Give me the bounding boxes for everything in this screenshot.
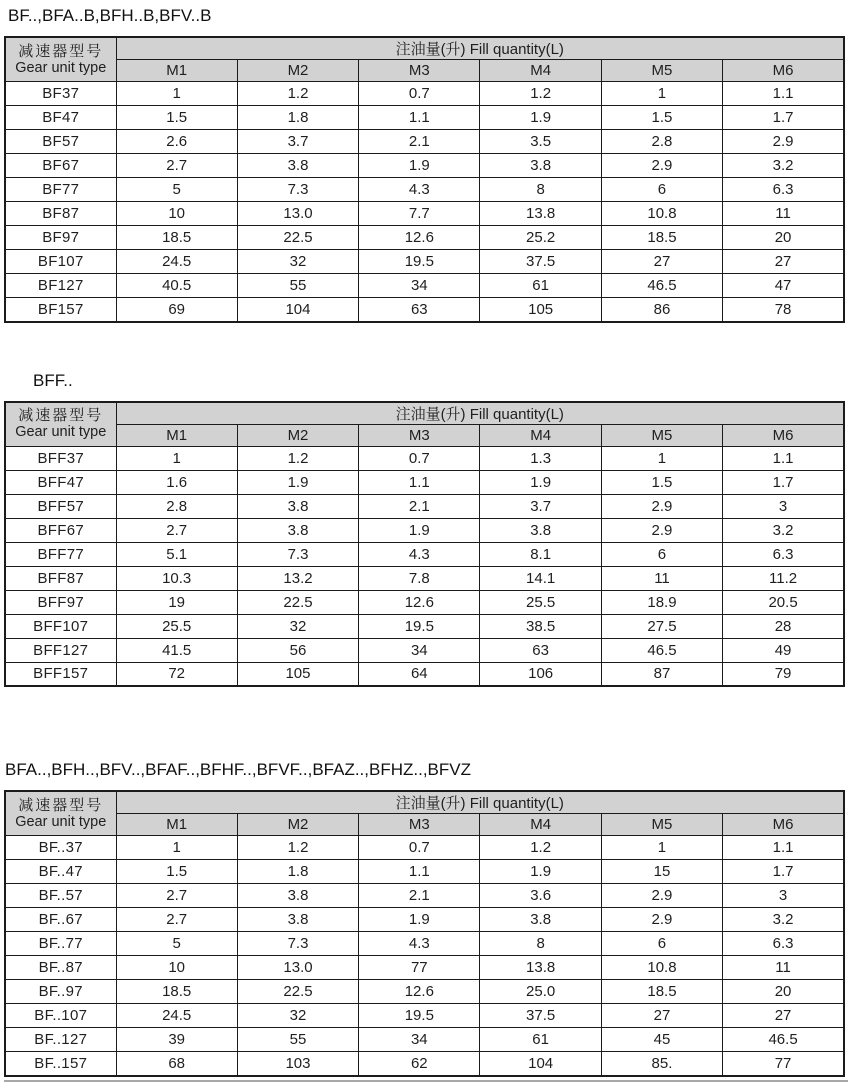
fill-quantity-value-cell: 79 — [723, 662, 844, 686]
fill-quantity-value-cell: 18.9 — [601, 590, 722, 614]
table-row — [5, 638, 844, 662]
table-row — [5, 154, 844, 178]
fill-quantity-value-cell: 1.1 — [723, 836, 844, 860]
fill-quantity-value-cell: 19 — [116, 590, 237, 614]
fill-quantity-value-cell: 7.7 — [359, 202, 480, 226]
fill-quantity-value-cell: 61 — [480, 1028, 601, 1052]
fill-quantity-value-cell: 62 — [359, 1052, 480, 1076]
fill-quantity-value-cell: 46.5 — [601, 274, 722, 298]
fill-quantity-value-cell: 4.3 — [359, 932, 480, 956]
fill-quantity-value-cell: 46.5 — [723, 1028, 844, 1052]
fill-quantity-value-cell: 77 — [723, 1052, 844, 1076]
fill-quantity-value-cell: 2.9 — [601, 518, 722, 542]
fill-quantity-value-cell: 46.5 — [601, 638, 722, 662]
table-row — [5, 836, 844, 860]
fill-quantity-value-cell: 39 — [116, 1028, 237, 1052]
fill-quantity-value-cell: 4.3 — [359, 542, 480, 566]
fill-quantity-value-cell: 37.5 — [480, 250, 601, 274]
fill-quantity-value-cell: 1.9 — [359, 908, 480, 932]
fill-quantity-value-cell: 0.7 — [359, 446, 480, 470]
fill-quantity-value-cell: 18.5 — [601, 980, 722, 1004]
fill-quantity-value-cell: 8 — [480, 932, 601, 956]
gear-unit-type-header-cn: 减速器型号 — [18, 796, 104, 814]
fill-quantity-value-cell: 8 — [480, 178, 601, 202]
gear-unit-model-cell: BF97 — [5, 226, 116, 250]
fill-quantity-value-cell: 3.7 — [480, 494, 601, 518]
gear-unit-model-cell: BFF57 — [5, 494, 116, 518]
column-header-m6: M6 — [723, 814, 844, 836]
fill-quantity-value-cell: 2.8 — [601, 130, 722, 154]
table-3-header — [5, 791, 844, 836]
table-row — [5, 226, 844, 250]
column-header-m2: M2 — [237, 60, 358, 82]
fill-quantity-value-cell: 72 — [116, 662, 237, 686]
fill-quantity-value-cell: 24.5 — [116, 250, 237, 274]
fill-quantity-value-cell: 6 — [601, 178, 722, 202]
column-header-m4: M4 — [480, 60, 601, 82]
fill-quantity-value-cell: 5 — [116, 932, 237, 956]
gear-unit-model-cell: BF87 — [5, 202, 116, 226]
gear-unit-model-cell: BF127 — [5, 274, 116, 298]
fill-quantity-value-cell: 3.8 — [237, 494, 358, 518]
fill-quantity-value-cell: 1.6 — [116, 470, 237, 494]
fill-quantity-value-cell: 34 — [359, 638, 480, 662]
table-row — [5, 956, 844, 980]
fill-quantity-value-cell: 61 — [480, 274, 601, 298]
fill-quantity-value-cell: 34 — [359, 274, 480, 298]
table-row — [5, 932, 844, 956]
table-row — [5, 566, 844, 590]
gear-unit-model-cell: BFF37 — [5, 446, 116, 470]
fill-quantity-value-cell: 3.2 — [723, 908, 844, 932]
fill-quantity-table-1 — [4, 36, 845, 323]
fill-quantity-value-cell: 77 — [359, 956, 480, 980]
gear-unit-model-cell: BF47 — [5, 106, 116, 130]
fill-quantity-value-cell: 6 — [601, 932, 722, 956]
fill-quantity-value-cell: 7.3 — [237, 932, 358, 956]
fill-quantity-value-cell: 63 — [359, 298, 480, 322]
gear-unit-model-cell: BFF67 — [5, 518, 116, 542]
fill-quantity-value-cell: 87 — [601, 662, 722, 686]
table-row — [5, 470, 844, 494]
fill-quantity-value-cell: 105 — [237, 662, 358, 686]
fill-quantity-value-cell: 1 — [601, 446, 722, 470]
gear-unit-model-cell: BFF87 — [5, 566, 116, 590]
fill-quantity-value-cell: 1.2 — [237, 836, 358, 860]
fill-quantity-value-cell: 0.7 — [359, 836, 480, 860]
table-row — [5, 250, 844, 274]
fill-quantity-value-cell: 41.5 — [116, 638, 237, 662]
fill-quantity-value-cell: 25.0 — [480, 980, 601, 1004]
table-row — [5, 1028, 844, 1052]
fill-quantity-value-cell: 13.0 — [237, 956, 358, 980]
fill-quantity-value-cell: 1 — [116, 836, 237, 860]
column-header-m6: M6 — [723, 424, 844, 446]
table-1-title: BF..,BFA..B,BFH..B,BFV..B — [8, 6, 212, 25]
column-header-m5: M5 — [601, 60, 722, 82]
fill-quantity-table-2 — [4, 401, 845, 688]
column-header-m3: M3 — [359, 60, 480, 82]
fill-quantity-value-cell: 47 — [723, 274, 844, 298]
table-2-title: BFF.. — [33, 370, 73, 390]
fill-quantity-value-cell: 3.8 — [480, 908, 601, 932]
gear-unit-model-cell: BF..157 — [5, 1052, 116, 1076]
fill-quantity-value-cell: 13.0 — [237, 202, 358, 226]
fill-quantity-value-cell: 13.8 — [480, 202, 601, 226]
fill-quantity-value-cell: 2.9 — [601, 494, 722, 518]
table-row — [5, 274, 844, 298]
fill-quantity-value-cell: 7.8 — [359, 566, 480, 590]
fill-quantity-value-cell: 12.6 — [359, 980, 480, 1004]
table-row — [5, 908, 844, 932]
fill-quantity-value-cell: 3.5 — [480, 130, 601, 154]
table-row — [5, 82, 844, 106]
fill-quantity-value-cell: 56 — [237, 638, 358, 662]
gear-unit-model-cell: BF..97 — [5, 980, 116, 1004]
fill-quantity-value-cell: 3.8 — [237, 518, 358, 542]
fill-quantity-value-cell: 3.7 — [237, 130, 358, 154]
gear-unit-model-cell: BF..127 — [5, 1028, 116, 1052]
column-header-m3: M3 — [359, 424, 480, 446]
fill-quantity-value-cell: 2.7 — [116, 154, 237, 178]
fill-quantity-value-cell: 7.3 — [237, 178, 358, 202]
column-header-m2: M2 — [237, 814, 358, 836]
table-row — [5, 884, 844, 908]
fill-quantity-value-cell: 2.7 — [116, 884, 237, 908]
fill-quantity-value-cell: 1.5 — [601, 470, 722, 494]
fill-quantity-value-cell: 10.8 — [601, 956, 722, 980]
column-header-m3: M3 — [359, 814, 480, 836]
fill-quantity-value-cell: 22.5 — [237, 226, 358, 250]
fill-quantity-value-cell: 38.5 — [480, 614, 601, 638]
fill-quantity-value-cell: 12.6 — [359, 590, 480, 614]
gear-unit-model-cell: BF37 — [5, 82, 116, 106]
fill-quantity-value-cell: 2.7 — [116, 908, 237, 932]
fill-quantity-value-cell: 1.7 — [723, 860, 844, 884]
table-row — [5, 446, 844, 470]
fill-quantity-value-cell: 104 — [480, 1052, 601, 1076]
fill-quantity-value-cell: 6.3 — [723, 542, 844, 566]
fill-quantity-value-cell: 45 — [601, 1028, 722, 1052]
fill-quantity-value-cell: 68 — [116, 1052, 237, 1076]
fill-quantity-value-cell: 19.5 — [359, 250, 480, 274]
fill-quantity-value-cell: 3.8 — [237, 154, 358, 178]
fill-quantity-value-cell: 2.9 — [601, 154, 722, 178]
table-row — [5, 980, 844, 1004]
gear-unit-type-header-cn: 减速器型号 — [18, 407, 104, 424]
fill-quantity-value-cell: 19.5 — [359, 614, 480, 638]
fill-quantity-value-cell: 64 — [359, 662, 480, 686]
gear-unit-model-cell: BF..47 — [5, 860, 116, 884]
fill-quantity-value-cell: 32 — [237, 614, 358, 638]
fill-quantity-value-cell: 11 — [723, 202, 844, 226]
column-header-m4: M4 — [480, 814, 601, 836]
fill-quantity-value-cell: 106 — [480, 662, 601, 686]
fill-quantity-value-cell: 1 — [601, 82, 722, 106]
fill-quantity-value-cell: 1 — [601, 836, 722, 860]
fill-quantity-value-cell: 14.1 — [480, 566, 601, 590]
fill-quantity-value-cell: 10 — [116, 956, 237, 980]
table-row — [5, 860, 844, 884]
fill-quantity-value-cell: 6.3 — [723, 178, 844, 202]
fill-quantity-value-cell: 3.8 — [480, 154, 601, 178]
fill-quantity-value-cell: 10.3 — [116, 566, 237, 590]
fill-quantity-value-cell: 20.5 — [723, 590, 844, 614]
column-header-m6: M6 — [723, 60, 844, 82]
fill-quantity-value-cell: 13.8 — [480, 956, 601, 980]
gear-unit-model-cell: BFF77 — [5, 542, 116, 566]
column-header-m5: M5 — [601, 814, 722, 836]
fill-quantity-header: 注油量(升) Fill quantity(L) — [116, 37, 844, 60]
fill-quantity-value-cell: 2.9 — [723, 130, 844, 154]
fill-quantity-value-cell: 3.8 — [237, 884, 358, 908]
page-bottom-edge-line — [4, 1080, 848, 1082]
fill-quantity-value-cell: 6 — [601, 542, 722, 566]
gear-unit-model-cell: BF..37 — [5, 836, 116, 860]
column-header-m1: M1 — [116, 424, 237, 446]
fill-quantity-value-cell: 5 — [116, 178, 237, 202]
table-row — [5, 590, 844, 614]
fill-quantity-value-cell: 11 — [601, 566, 722, 590]
gear-unit-type-header-en: Gear unit type — [15, 813, 107, 830]
fill-quantity-value-cell: 3.6 — [480, 884, 601, 908]
gear-unit-model-cell: BF..67 — [5, 908, 116, 932]
fill-quantity-value-cell: 1.3 — [480, 446, 601, 470]
fill-quantity-value-cell: 3.8 — [480, 518, 601, 542]
fill-quantity-value-cell: 2.1 — [359, 130, 480, 154]
fill-quantity-value-cell: 2.1 — [359, 884, 480, 908]
fill-quantity-value-cell: 32 — [237, 1004, 358, 1028]
fill-quantity-value-cell: 18.5 — [601, 226, 722, 250]
table-row — [5, 614, 844, 638]
fill-quantity-value-cell: 22.5 — [237, 980, 358, 1004]
table-row — [5, 202, 844, 226]
fill-quantity-value-cell: 1.2 — [480, 82, 601, 106]
fill-quantity-value-cell: 22.5 — [237, 590, 358, 614]
gear-unit-model-cell: BFF157 — [5, 662, 116, 686]
fill-quantity-value-cell: 1.9 — [480, 860, 601, 884]
fill-quantity-value-cell: 1.9 — [359, 518, 480, 542]
fill-quantity-value-cell: 1 — [116, 446, 237, 470]
fill-quantity-value-cell: 1 — [116, 82, 237, 106]
fill-quantity-value-cell: 1.2 — [237, 446, 358, 470]
fill-quantity-value-cell: 6.3 — [723, 932, 844, 956]
fill-quantity-value-cell: 13.2 — [237, 566, 358, 590]
fill-quantity-value-cell: 32 — [237, 250, 358, 274]
fill-quantity-value-cell: 1.1 — [723, 446, 844, 470]
gear-unit-model-cell: BF..107 — [5, 1004, 116, 1028]
fill-quantity-value-cell: 1.9 — [359, 154, 480, 178]
fill-quantity-value-cell: 49 — [723, 638, 844, 662]
gear-unit-model-cell: BF..57 — [5, 884, 116, 908]
fill-quantity-value-cell: 27 — [601, 1004, 722, 1028]
fill-quantity-value-cell: 27 — [723, 250, 844, 274]
fill-quantity-value-cell: 19.5 — [359, 1004, 480, 1028]
fill-quantity-value-cell: 1.2 — [237, 82, 358, 106]
gear-unit-model-cell: BF..87 — [5, 956, 116, 980]
table-row — [5, 1052, 844, 1076]
fill-quantity-value-cell: 1.1 — [359, 470, 480, 494]
gear-unit-model-cell: BFF107 — [5, 614, 116, 638]
column-header-m5: M5 — [601, 424, 722, 446]
fill-quantity-value-cell: 8.1 — [480, 542, 601, 566]
gear-unit-type-header — [5, 37, 116, 82]
fill-quantity-value-cell: 2.9 — [601, 884, 722, 908]
fill-quantity-value-cell: 69 — [116, 298, 237, 322]
table-row — [5, 518, 844, 542]
table-1-header — [5, 37, 844, 82]
fill-quantity-value-cell: 3.2 — [723, 518, 844, 542]
fill-quantity-value-cell: 1.9 — [480, 106, 601, 130]
fill-quantity-value-cell: 105 — [480, 298, 601, 322]
fill-quantity-value-cell: 12.6 — [359, 226, 480, 250]
table-2-header — [5, 402, 844, 447]
fill-quantity-value-cell: 27 — [723, 1004, 844, 1028]
fill-quantity-value-cell: 7.3 — [237, 542, 358, 566]
fill-quantity-value-cell: 78 — [723, 298, 844, 322]
fill-quantity-value-cell: 11.2 — [723, 566, 844, 590]
column-header-m4: M4 — [480, 424, 601, 446]
fill-quantity-value-cell: 1.1 — [359, 860, 480, 884]
column-header-m1: M1 — [116, 814, 237, 836]
fill-quantity-value-cell: 18.5 — [116, 226, 237, 250]
table-row — [5, 662, 844, 686]
fill-quantity-value-cell: 10.8 — [601, 202, 722, 226]
fill-quantity-value-cell: 25.2 — [480, 226, 601, 250]
fill-quantity-value-cell: 34 — [359, 1028, 480, 1052]
gear-unit-model-cell: BF..77 — [5, 932, 116, 956]
fill-quantity-value-cell: 86 — [601, 298, 722, 322]
fill-quantity-value-cell: 1.8 — [237, 860, 358, 884]
fill-quantity-value-cell: 3.8 — [237, 908, 358, 932]
table-row — [5, 1004, 844, 1028]
fill-quantity-value-cell: 1.5 — [601, 106, 722, 130]
fill-quantity-value-cell: 1.1 — [359, 106, 480, 130]
table-row — [5, 130, 844, 154]
gear-unit-model-cell: BFF97 — [5, 590, 116, 614]
fill-quantity-value-cell: 4.3 — [359, 178, 480, 202]
column-header-m2: M2 — [237, 424, 358, 446]
fill-quantity-value-cell: 1.9 — [480, 470, 601, 494]
gear-unit-model-cell: BF67 — [5, 154, 116, 178]
fill-quantity-value-cell: 0.7 — [359, 82, 480, 106]
fill-quantity-value-cell: 10 — [116, 202, 237, 226]
table-3-title: BFA..,BFH..,BFV..,BFAF..,BFHF..,BFVF..,BFAZ..,BFHZ..,BFVZ — [5, 760, 472, 779]
fill-quantity-value-cell: 2.8 — [116, 494, 237, 518]
fill-quantity-value-cell: 2.1 — [359, 494, 480, 518]
fill-quantity-value-cell: 40.5 — [116, 274, 237, 298]
gear-unit-model-cell: BFF47 — [5, 470, 116, 494]
column-header-m1: M1 — [116, 60, 237, 82]
fill-quantity-value-cell: 5.1 — [116, 542, 237, 566]
fill-quantity-value-cell: 1.2 — [480, 836, 601, 860]
fill-quantity-header: 注油量(升) Fill quantity(L) — [116, 791, 844, 814]
table-row — [5, 178, 844, 202]
fill-quantity-table-3 — [4, 790, 845, 1077]
gear-unit-type-header-en: Gear unit type — [15, 424, 107, 440]
fill-quantity-value-cell: 15 — [601, 860, 722, 884]
fill-quantity-value-cell: 85. — [601, 1052, 722, 1076]
table-1-body — [5, 82, 844, 322]
fill-quantity-value-cell: 27.5 — [601, 614, 722, 638]
table-2-body — [5, 446, 844, 686]
table-row — [5, 494, 844, 518]
gear-unit-type-header — [5, 791, 116, 836]
fill-quantity-value-cell: 37.5 — [480, 1004, 601, 1028]
table-row — [5, 542, 844, 566]
fill-quantity-value-cell: 104 — [237, 298, 358, 322]
fill-quantity-value-cell: 25.5 — [116, 614, 237, 638]
fill-quantity-value-cell: 27 — [601, 250, 722, 274]
fill-quantity-value-cell: 1.1 — [723, 82, 844, 106]
fill-quantity-value-cell: 1.5 — [116, 860, 237, 884]
table-row — [5, 106, 844, 130]
fill-quantity-value-cell: 3 — [723, 884, 844, 908]
fill-quantity-value-cell: 1.8 — [237, 106, 358, 130]
fill-quantity-value-cell: 20 — [723, 980, 844, 1004]
gear-unit-model-cell: BF157 — [5, 298, 116, 322]
fill-quantity-value-cell: 1.7 — [723, 470, 844, 494]
fill-quantity-value-cell: 2.7 — [116, 518, 237, 542]
fill-quantity-value-cell: 3 — [723, 494, 844, 518]
table-row — [5, 298, 844, 322]
fill-quantity-value-cell: 1.7 — [723, 106, 844, 130]
gear-unit-type-header-en: Gear unit type — [15, 59, 107, 76]
fill-quantity-value-cell: 28 — [723, 614, 844, 638]
fill-quantity-value-cell: 63 — [480, 638, 601, 662]
gear-unit-model-cell: BF107 — [5, 250, 116, 274]
gear-unit-model-cell: BF57 — [5, 130, 116, 154]
fill-quantity-value-cell: 2.9 — [601, 908, 722, 932]
fill-quantity-value-cell: 11 — [723, 956, 844, 980]
fill-quantity-value-cell: 18.5 — [116, 980, 237, 1004]
fill-quantity-value-cell: 55 — [237, 274, 358, 298]
gear-unit-type-header-cn: 减速器型号 — [18, 42, 104, 60]
fill-quantity-value-cell: 1.9 — [237, 470, 358, 494]
fill-quantity-header: 注油量(升) Fill quantity(L) — [116, 402, 844, 425]
fill-quantity-value-cell: 103 — [237, 1052, 358, 1076]
fill-quantity-value-cell: 24.5 — [116, 1004, 237, 1028]
gear-unit-model-cell: BF77 — [5, 178, 116, 202]
fill-quantity-value-cell: 3.2 — [723, 154, 844, 178]
fill-quantity-value-cell: 1.5 — [116, 106, 237, 130]
gear-unit-model-cell: BFF127 — [5, 638, 116, 662]
fill-quantity-value-cell: 55 — [237, 1028, 358, 1052]
table-3-body — [5, 836, 844, 1076]
fill-quantity-value-cell: 20 — [723, 226, 844, 250]
fill-quantity-value-cell: 25.5 — [480, 590, 601, 614]
gear-unit-type-header — [5, 402, 116, 447]
fill-quantity-value-cell: 2.6 — [116, 130, 237, 154]
